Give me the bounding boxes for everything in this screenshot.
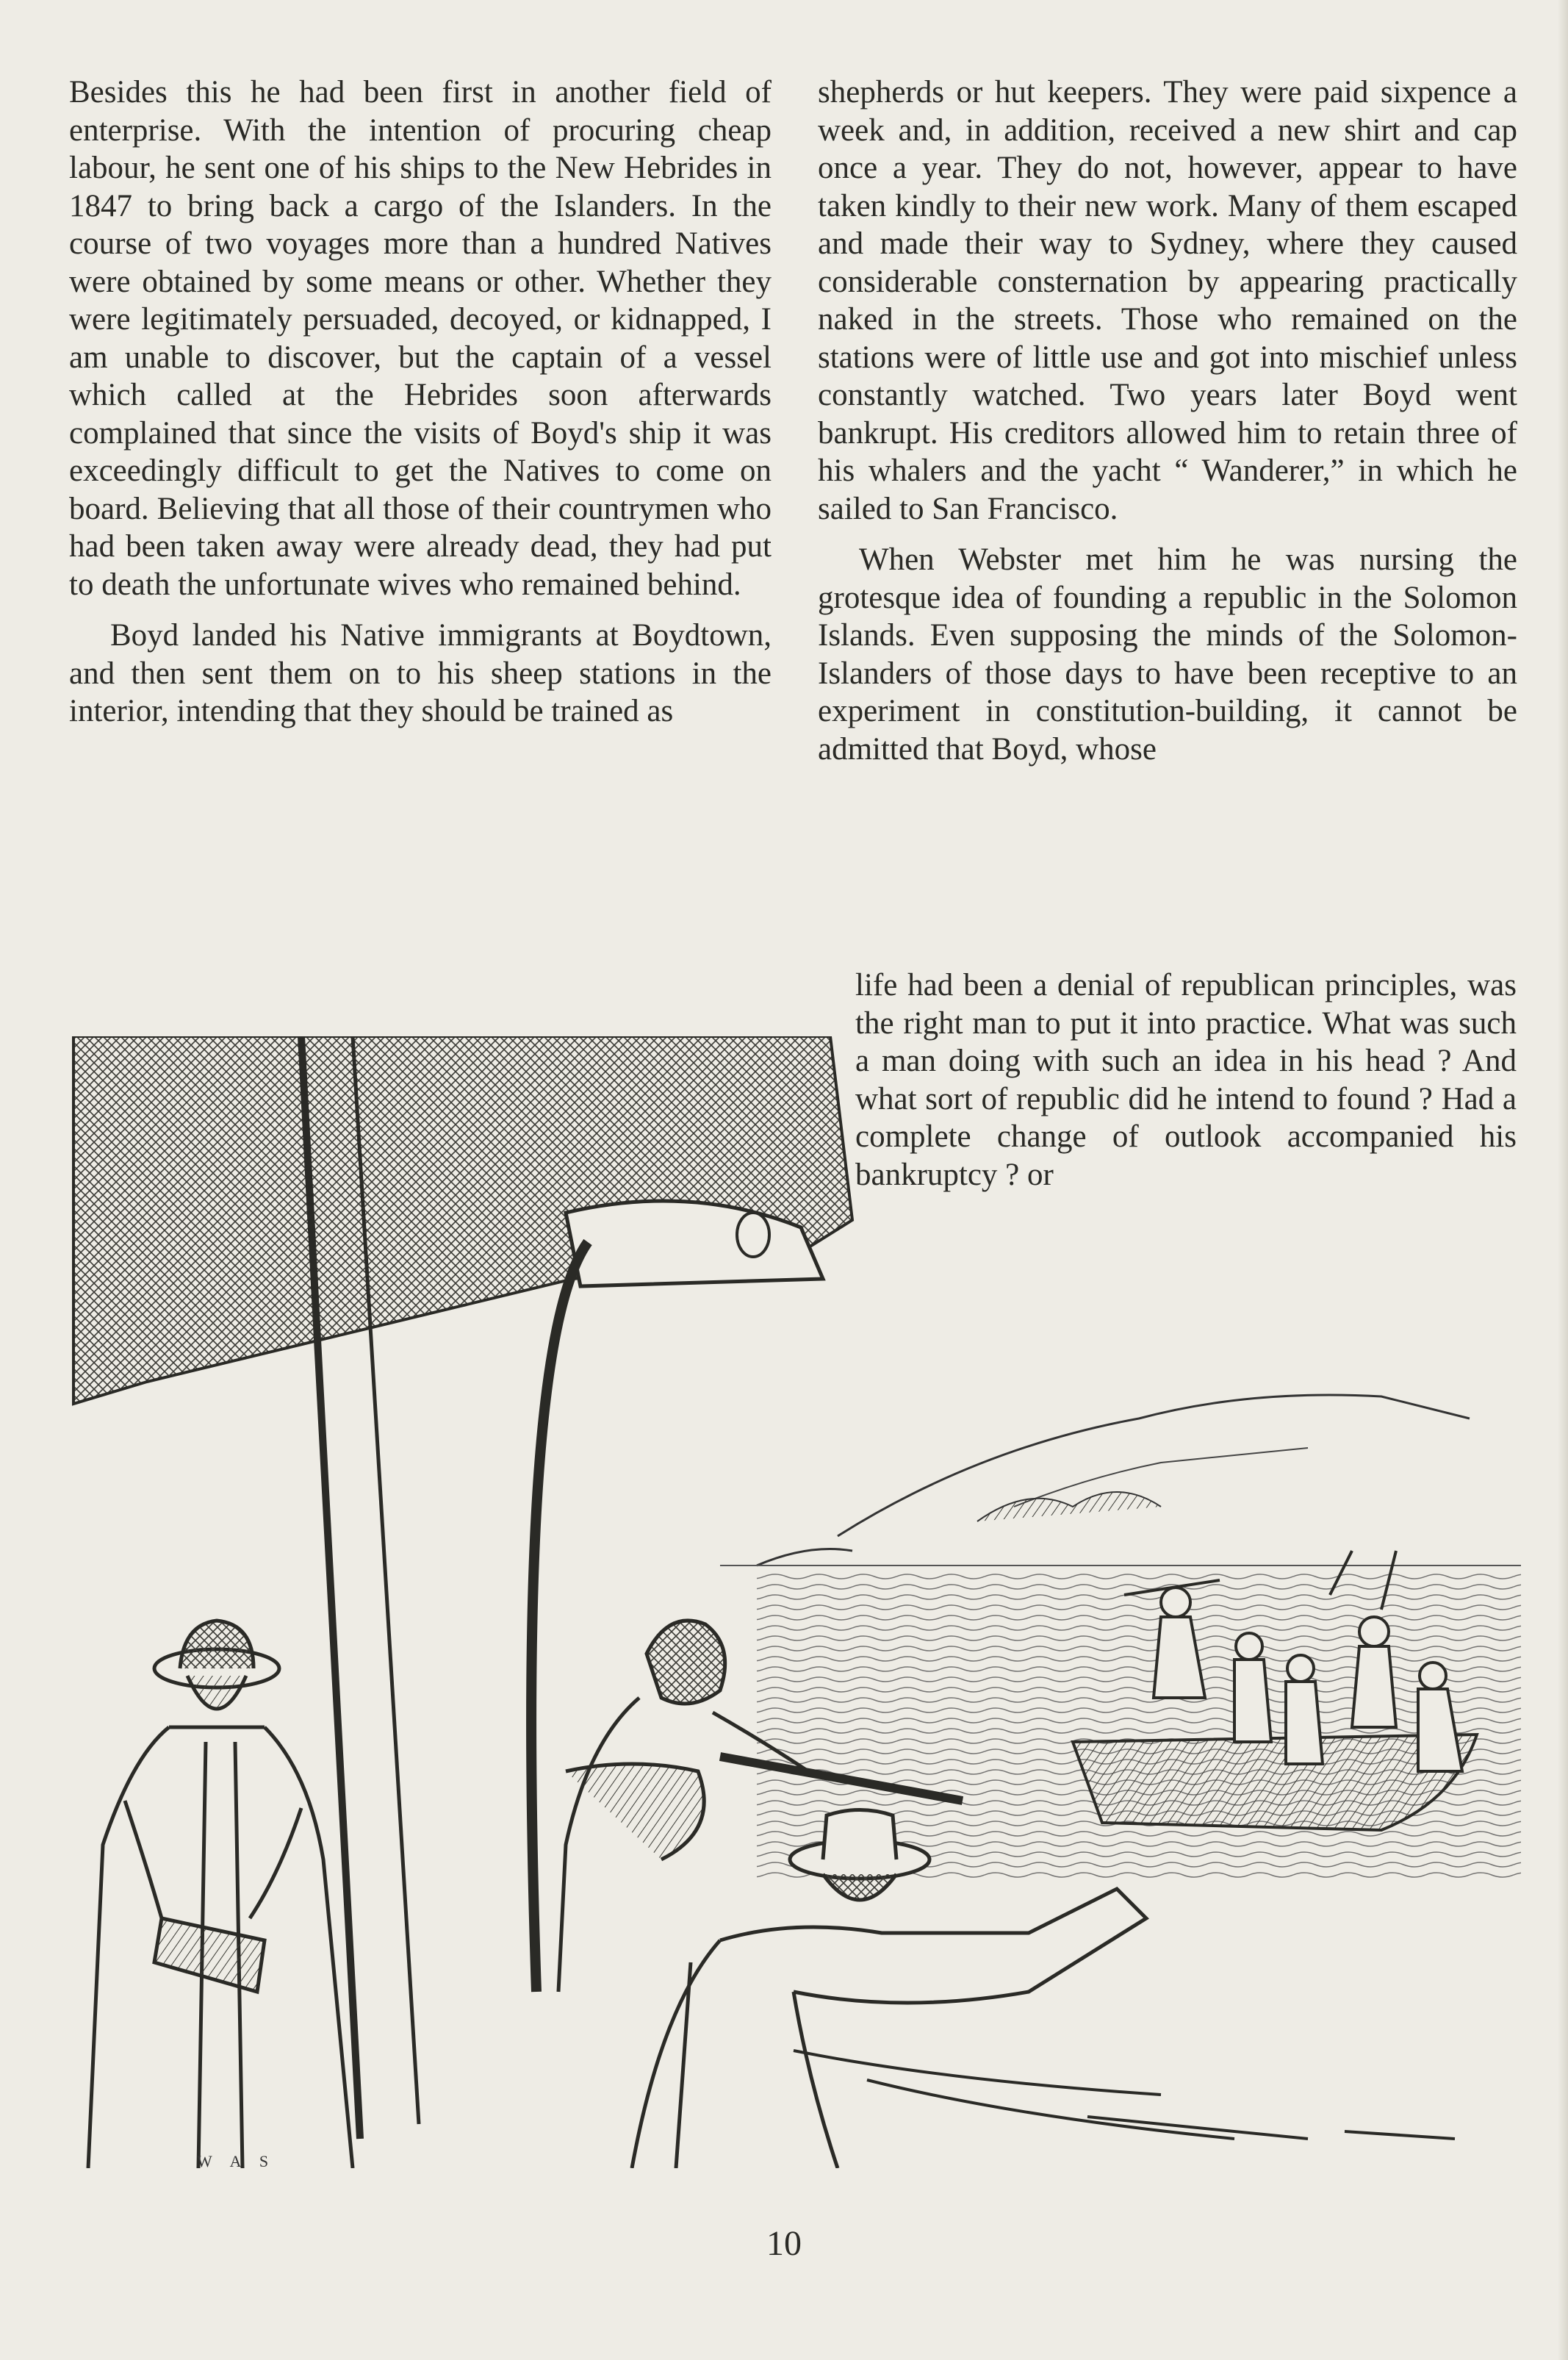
paragraph-webster: When Webster met him he was nursing the grotesque idea of founding a republic in the Solomon Islands. Even supposing the minds of the Solomon-Islanders of those days to have been receptive to an experiment in constitution-building, it cannot be admitted that Boyd, whose xyxy=(818,542,1517,767)
pen-illustration xyxy=(59,1036,1521,2168)
paragraph-labour: Besides this he had been first in another field of enterprise. With the intention of procuring cheap labour, he sent one of his ships to the New Hebrides in 1847 to bring back a cargo of the Islanders. In the course of two voyages more than a hundred Natives were obtained by some means or other. Whether they were legitimately persuaded, decoyed, or kidnapped, I am unable to discover, but the captain of a vessel which called at the Hebrides soon afterwards complained that since the visits of Boyd's ship it was exceedingly difficult to get the Natives to come on board. Believing that all those of their countrymen who had been taken away were already dead, they had put to death the unfortunate wives who remained behind. xyxy=(69,75,772,602)
right-column xyxy=(818,73,1517,781)
left-column xyxy=(69,73,772,744)
paragraph-boydtown: Boyd landed his Native immigrants at Boydtown, and then sent them on to his sheep stations in the interior, intending that they should be trained as xyxy=(69,618,772,728)
standing-man xyxy=(88,1621,353,2168)
paragraph-shepherds: shepherds or hut keepers. They were paid sixpence a week and, in addition, received a new shirt and cap once a year. They do not, however, appear to have taken kindly to their new work. Many of them escaped and made their way to Sydney, where they caused considerable consternation by appearing practically naked in the streets. Those who remained on the stations were of little use and got into mischief unless constantly watched. Two years later Boyd went bankrupt. His creditors allowed him to retain three of his whalers and the yacht “ Wanderer,” in which he sailed to San Francisco. xyxy=(818,75,1517,526)
distant-hills xyxy=(838,1395,1470,1536)
paragraph-republic: life had been a denial of republican principles, was the right man to put it into practice. What was such a man doing with such an idea in his head ? And what sort of republic did he intend to found ? Had a complete change of outlook accompanied his bankruptcy ? or xyxy=(855,968,1517,1192)
page-number: 10 xyxy=(766,2224,802,2263)
page-edge xyxy=(1558,0,1568,2360)
artist-signature: W A S xyxy=(197,2152,276,2170)
illustration-drawing xyxy=(59,1036,1521,2168)
deck-strokes xyxy=(794,2051,1455,2139)
